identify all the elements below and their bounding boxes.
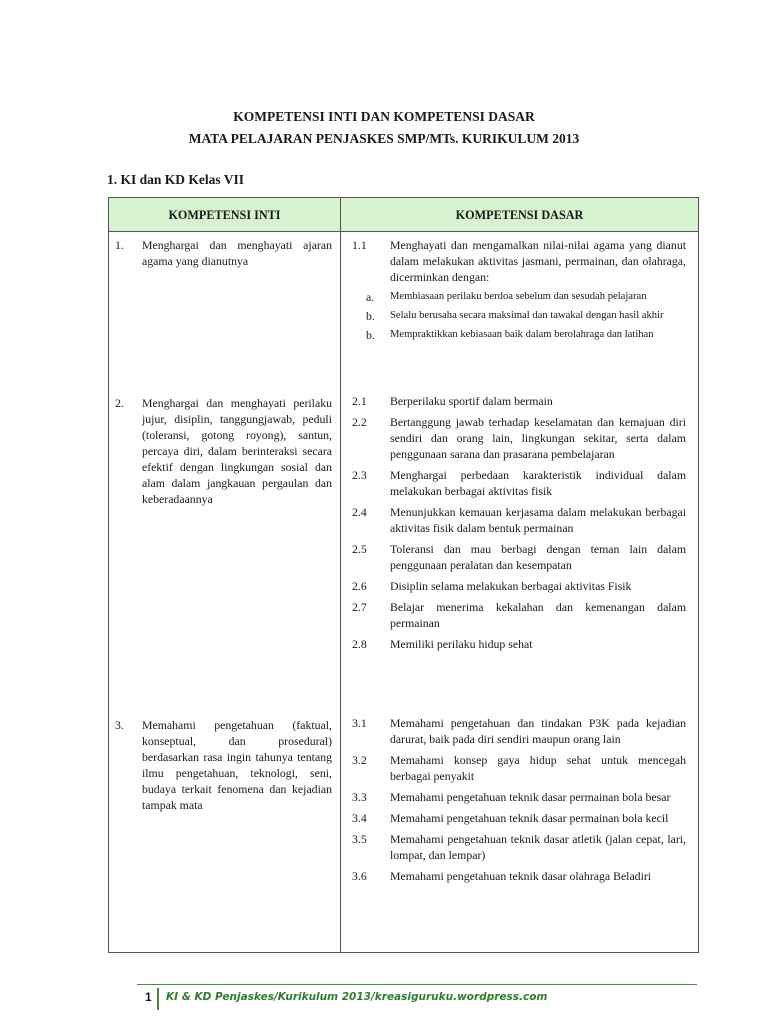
- kd-cell: [341, 390, 699, 712]
- kd-item: [341, 784, 698, 805]
- kd-text: Menghargai perbedaan karakteristik individual dalam melakukan berbagai aktivitas fisik: [390, 468, 686, 498]
- kd-text: Selalu berusaha secara maksimal dan tawakal dengan hasil akhir: [390, 310, 664, 321]
- kd-text: Memahami pengetahuan teknik dasar olahraga Beladiri: [390, 869, 652, 883]
- kd-text: Disiplin selama melakukan berbagai aktivitas Fisik: [390, 579, 632, 593]
- kd-text: Memahami pengetahuan dan tindakan P3K pada kejadian darurat, baik pada diri sendiri maupun orang lain: [390, 716, 686, 746]
- ki-cell: [109, 390, 341, 712]
- ki-text: Memahami pengetahuan (faktual, konseptual, dan prosedural) berdasarkan rasa ingin tahunya tentang ilmu pengetahuan, teknologi, seni, budaya terkait fenomena dan kejadian tampak mata: [142, 718, 332, 812]
- kd-item: [341, 573, 698, 594]
- ki-text: Menghargai dan menghayati perilaku jujur, disiplin, tanggungjawab, peduli (toleransi, gotong royong), santun, percaya diri, dalam berinteraksi secara efektif dengan lingkungan sosial dan alam dalam jangkauan pergaulan dan keberadaannya: [142, 396, 332, 506]
- kd-text: Memahami pengetahuan teknik dasar permainan bola kecil: [390, 811, 669, 825]
- kd-number: 2.1: [352, 394, 367, 408]
- kd-text: Menghayati dan mengamalkan nilai-nilai agama yang dianut dalam melakukan aktivitas jasmani, permainan, dan olahraga, dicerminkan dengan:: [390, 238, 686, 284]
- kd-number: b.: [366, 328, 375, 342]
- ki-kd-table: [108, 197, 699, 953]
- kd-text: Berperilaku sportif dalam bermain: [390, 394, 553, 408]
- document-title: KOMPETENSI INTI DAN KOMPETENSI DASAR: [233, 109, 535, 124]
- ki-item: [109, 390, 340, 507]
- kd-number: 2.5: [352, 542, 367, 556]
- kd-text: Bertanggung jawab terhadap keselamatan dan kemajuan diri sendiri dan orang lain, lingkungan sekitar, serta dalam penggunaan sarana dan prasarana pembelajaran: [390, 415, 686, 461]
- kd-text: Memahami pengetahuan teknik dasar permainan bola besar: [390, 790, 671, 804]
- ki-number: 1.: [115, 238, 124, 252]
- kd-text: Memahami konsep gaya hidup sehat untuk mencegah berbagai penyakit: [390, 753, 686, 783]
- kd-number: 3.6: [352, 869, 367, 883]
- kd-item: [341, 462, 698, 499]
- ki-cell: [109, 232, 341, 391]
- kd-number: 3.1: [352, 716, 367, 730]
- kd-number: b.: [366, 309, 375, 323]
- kd-text: Memiliki perilaku hidup sehat: [390, 637, 533, 651]
- kd-number: 3.2: [352, 753, 367, 767]
- kd-subitem: [341, 323, 698, 342]
- kd-number: 1.1: [352, 238, 367, 252]
- footer-text: KI & KD Penjaskes/Kurikulum 2013/kreasiguruku.wordpress.com: [166, 991, 548, 1003]
- kd-number: 3.4: [352, 811, 367, 825]
- kd-text: Toleransi dan mau berbagi dengan teman lain dalam penggunaan peralatan dan kesempatan: [390, 542, 686, 572]
- ki-item: [109, 232, 340, 269]
- kd-text: Membiasaan perilaku berdoa sebelum dan sesudah pelajaran: [390, 291, 647, 302]
- table-row: [109, 390, 699, 712]
- kd-number: 2.7: [352, 600, 367, 614]
- table-row: [109, 712, 699, 953]
- footer-divider: [137, 984, 697, 985]
- kd-item: [341, 594, 698, 631]
- document-subtitle: MATA PELAJARAN PENJASKES SMP/MTs. KURIKULUM 2013: [188, 131, 580, 146]
- footer-separator: [157, 988, 159, 1010]
- ki-cell: [109, 712, 341, 953]
- kd-item: [341, 805, 698, 826]
- table-row: [109, 232, 699, 391]
- kd-number: 2.2: [352, 415, 367, 429]
- kd-number: 2.8: [352, 637, 367, 651]
- kd-item: [341, 863, 698, 884]
- kd-text: Mempraktikkan kebiasaan baik dalam berolahraga dan latihan: [390, 329, 654, 340]
- kd-item: [341, 826, 698, 863]
- kd-item: [341, 631, 698, 652]
- kd-item: [341, 390, 698, 409]
- kd-cell: [341, 712, 699, 953]
- kd-item: [341, 712, 698, 747]
- header-kompetensi-dasar: KOMPETENSI DASAR: [341, 198, 699, 232]
- kd-subitem: [341, 304, 698, 323]
- kd-number: 3.3: [352, 790, 367, 804]
- kd-text: Belajar menerima kekalahan dan kemenangan dalam permainan: [390, 600, 686, 630]
- kd-item: [341, 499, 698, 536]
- kd-number: a.: [366, 290, 375, 304]
- kd-item: [341, 536, 698, 573]
- kd-subitem: [341, 285, 698, 304]
- kd-item: [341, 232, 698, 285]
- kd-item: [341, 409, 698, 462]
- header-kompetensi-inti: KOMPETENSI INTI: [109, 198, 341, 232]
- kd-text: Memahami pengetahuan teknik dasar atletik (jalan cepat, lari, lompat, dan lempar): [390, 832, 686, 862]
- ki-number: 2.: [115, 396, 124, 410]
- kd-number: 2.3: [352, 468, 367, 482]
- kd-number: 2.6: [352, 579, 367, 593]
- ki-number: 3.: [115, 718, 124, 732]
- page-number: 1: [145, 990, 152, 1004]
- ki-item: [109, 712, 340, 813]
- kd-number: 2.4: [352, 505, 367, 519]
- kd-number: 3.5: [352, 832, 367, 846]
- section-heading: 1. KI dan KD Kelas VII: [107, 172, 245, 187]
- ki-text: Menghargai dan menghayati ajaran agama yang dianutnya: [142, 238, 332, 268]
- kd-item: [341, 747, 698, 784]
- kd-text: Menunjukkan kemauan kerjasama dalam melakukan berbagai aktivitas fisik dalam bentuk permainan: [390, 505, 686, 535]
- kd-cell: [341, 232, 699, 391]
